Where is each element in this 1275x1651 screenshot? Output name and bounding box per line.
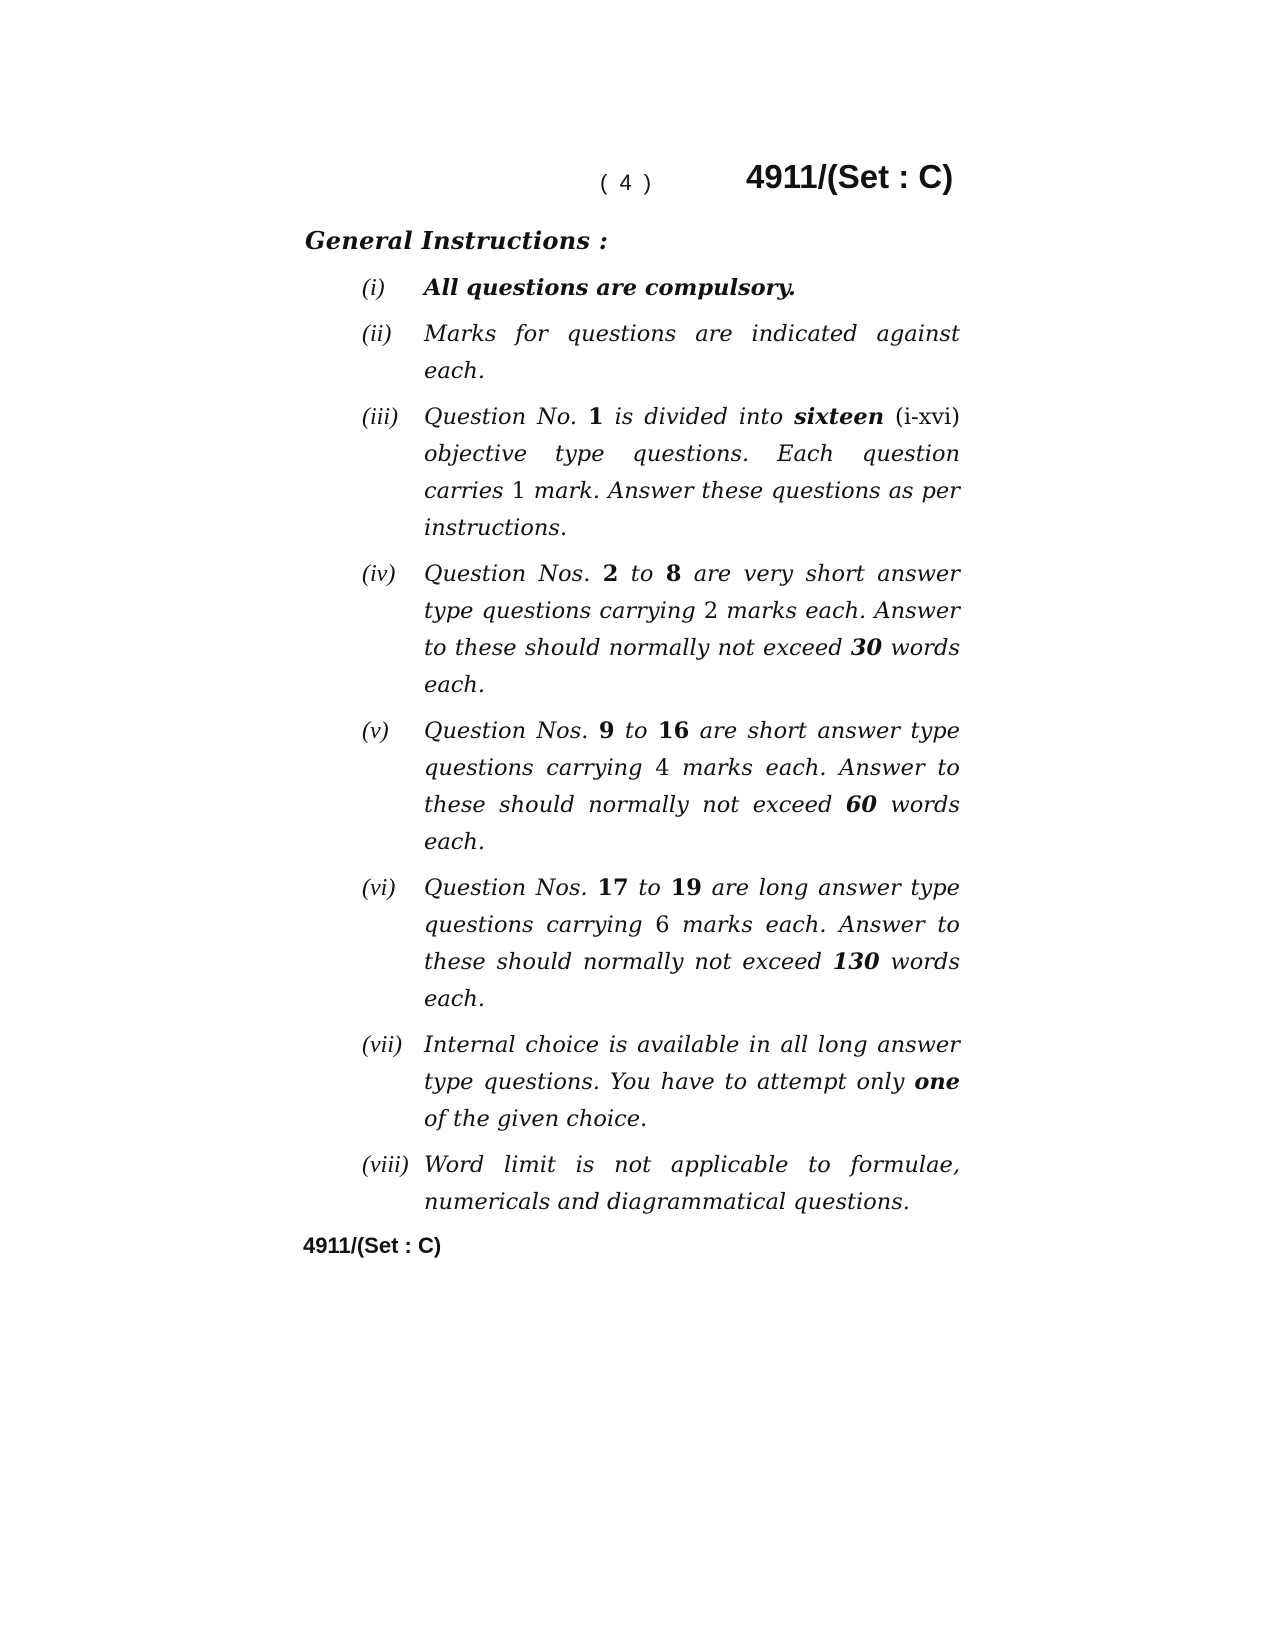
text-segment: is divided into: [603, 404, 795, 430]
text-segment: words each.: [424, 792, 960, 855]
emphasis: sixteen: [794, 404, 885, 430]
text-segment: to: [618, 561, 666, 587]
question-number: 9: [598, 718, 615, 744]
instruction-text: [424, 875, 960, 1012]
question-number: 2: [602, 561, 619, 587]
text-segment: words each.: [424, 635, 960, 698]
question-number: 8: [665, 561, 682, 587]
marks-value: 1: [511, 478, 526, 504]
text-segment: of the given choice.: [424, 1106, 648, 1132]
marks-value: 6: [655, 912, 670, 938]
word-limit: 30: [850, 635, 883, 661]
section-heading: General Instructions :: [305, 226, 609, 255]
instruction-text: [424, 718, 960, 855]
instruction-text: [424, 561, 960, 698]
text-segment: marks each. Answer to these should normally not exceed: [424, 598, 960, 661]
instruction-item: [362, 1027, 960, 1138]
text-segment: to: [628, 875, 671, 901]
instruction-numeral: (iv): [362, 561, 396, 587]
instruction-numeral: (v): [362, 718, 389, 744]
text-segment: words each.: [424, 949, 960, 1012]
compulsory-note: All questions are compulsory.: [424, 275, 796, 301]
text-segment: Question Nos.: [424, 561, 603, 587]
text-segment: Internal choice is available in all long answer type questions. You have to attempt only: [424, 1032, 960, 1095]
instruction-numeral: (iii): [362, 404, 398, 430]
instruction-text: [424, 404, 960, 541]
text-segment: marks each. Answer to these should normally not exceed: [424, 755, 960, 818]
instruction-item: [362, 270, 960, 307]
instruction-list: [362, 270, 960, 1230]
question-number: 1: [587, 404, 604, 430]
text-segment: are short answer type questions carrying: [424, 718, 961, 781]
instruction-item: [362, 399, 960, 547]
text-segment: are very short answer type questions carrying: [424, 561, 960, 624]
instruction-item: [362, 870, 960, 1018]
text-segment: [884, 404, 895, 430]
instruction-item: [362, 1147, 960, 1221]
instruction-item: [362, 316, 960, 390]
instruction-numeral: (vii): [362, 1032, 402, 1058]
question-number: 17: [597, 875, 629, 901]
set-code-header: 4911/(Set : C): [746, 158, 954, 195]
instruction-text: Word limit is not applicable to formulae, numericals and diagrammatical questions.: [424, 1152, 960, 1215]
text-segment: are long answer type questions carrying: [424, 875, 960, 938]
instruction-text: Marks for questions are indicated against each.: [424, 321, 960, 384]
text-segment: Question Nos.: [424, 718, 599, 744]
page-number: ( 4 ): [600, 170, 655, 195]
word-limit: 60: [845, 792, 878, 818]
text-segment: marks each. Answer to these should normally not exceed: [424, 912, 960, 975]
text-segment: mark. Answer these questions as per instructions.: [424, 478, 960, 541]
instruction-text: [424, 1032, 960, 1132]
instruction-numeral: (ii): [362, 321, 392, 347]
emphasis: one: [914, 1069, 960, 1095]
instruction-numeral: (i): [362, 275, 385, 301]
instruction-text: [424, 275, 796, 301]
text-segment: Question Nos.: [424, 875, 598, 901]
text-segment: Question No.: [424, 404, 588, 430]
set-code-footer: 4911/(Set : C): [303, 1233, 442, 1258]
instruction-item: [362, 713, 960, 861]
instruction-numeral: (vi): [362, 875, 396, 901]
word-limit: 130: [832, 949, 880, 975]
text-segment: to: [614, 718, 658, 744]
question-number: 19: [670, 875, 702, 901]
marks-value: 2: [703, 598, 719, 624]
text-segment: objective type questions. Each question carries: [424, 441, 960, 504]
question-number: 16: [657, 718, 690, 744]
instruction-numeral: (viii): [362, 1152, 409, 1178]
range-label: (i-xvi): [895, 404, 960, 430]
instruction-item: [362, 556, 960, 704]
marks-value: 4: [655, 755, 670, 781]
